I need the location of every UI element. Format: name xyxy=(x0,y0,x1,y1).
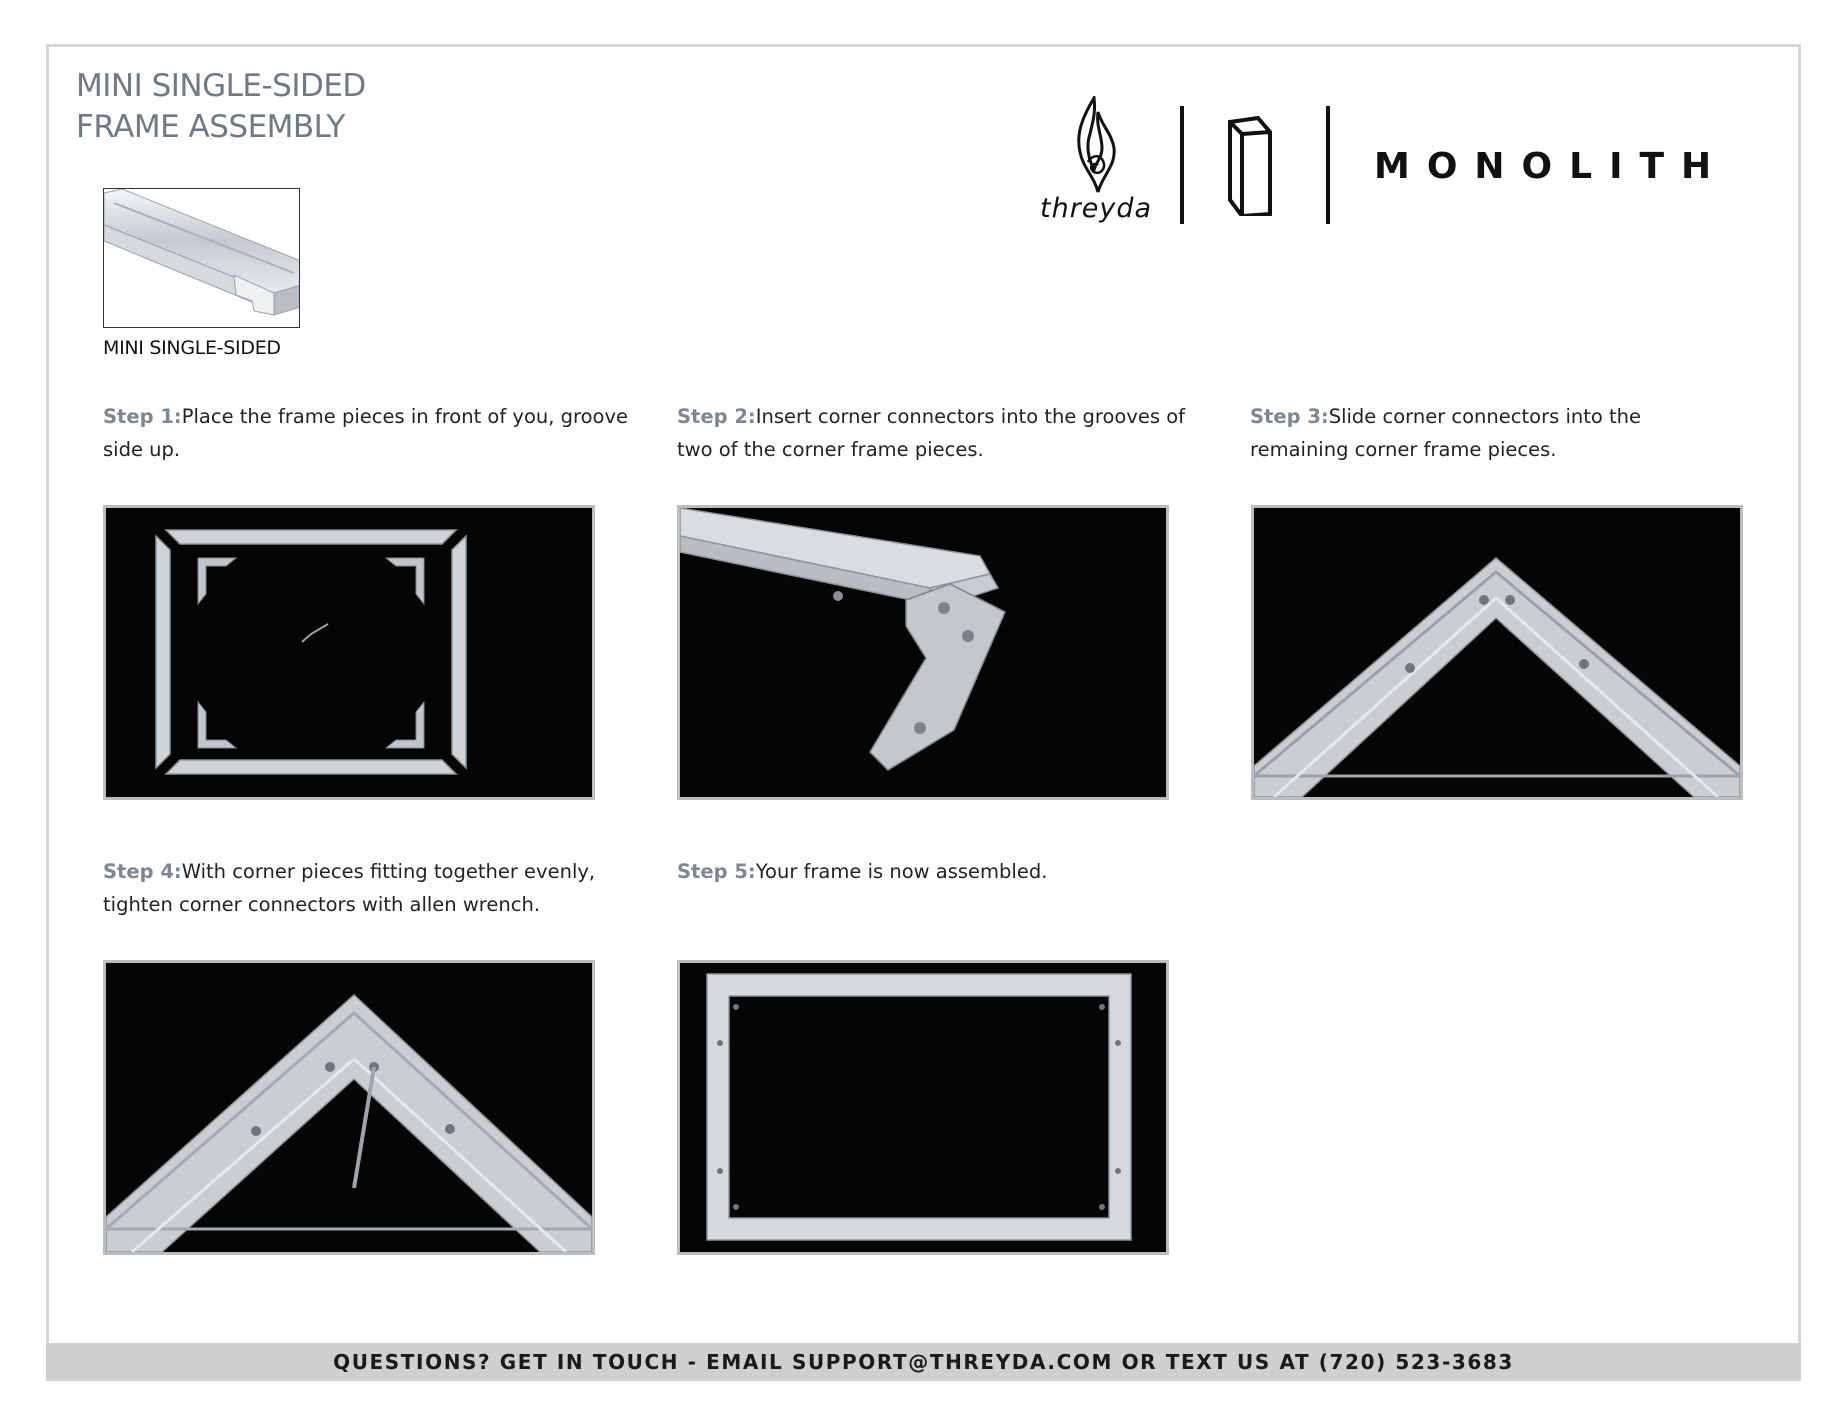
threyda-wordmark: threyda xyxy=(1040,193,1153,224)
step-3-text xyxy=(1250,400,1670,466)
step-2-photo xyxy=(677,505,1169,800)
step-2-text xyxy=(677,400,1217,466)
step-5-text xyxy=(677,855,1217,888)
monolith-wordmark: MONOLITH xyxy=(1374,146,1729,187)
step-instruction: Your frame is now assembled. xyxy=(755,860,1048,883)
contact-footer xyxy=(46,1343,1801,1381)
step-1-photo xyxy=(103,505,595,800)
frame-profile-image xyxy=(103,188,300,328)
step-instruction: Slide corner connectors into the remaining corner frame pieces. xyxy=(1250,405,1641,461)
step-instruction: Place the frame pieces in front of you, groove side up. xyxy=(103,405,629,461)
page-title xyxy=(76,66,366,148)
step-label: Step 4: xyxy=(103,860,182,883)
step-label: Step 2: xyxy=(677,405,756,428)
title-line-2: FRAME ASSEMBLY xyxy=(76,109,345,145)
step-4-text xyxy=(103,855,603,921)
title-line-1: MINI SINGLE-SIDED xyxy=(76,68,366,104)
step-4-photo xyxy=(103,960,595,1255)
step-label: Step 3: xyxy=(1250,405,1329,428)
monolith-block-icon xyxy=(1226,116,1274,221)
contact-text: QUESTIONS? GET IN TOUCH - EMAIL SUPPORT@THREYDA.COM OR TEXT US AT (720) 523-3683 xyxy=(333,1350,1514,1374)
brand-logos xyxy=(1030,96,1750,231)
logo-divider xyxy=(1180,106,1184,224)
step-3-photo xyxy=(1251,505,1743,800)
profile-caption: MINI SINGLE-SIDED xyxy=(103,337,281,359)
flame-icon xyxy=(1072,96,1120,196)
step-instruction: With corner pieces fitting together evenly, tighten corner connectors with allen wrench. xyxy=(103,860,596,916)
threyda-logo xyxy=(1030,96,1160,231)
step-label: Step 5: xyxy=(677,860,756,883)
logo-divider xyxy=(1326,106,1330,224)
step-instruction: Insert corner connectors into the grooves of two of the corner frame pieces. xyxy=(677,405,1186,461)
step-1-text xyxy=(103,400,643,466)
step-label: Step 1: xyxy=(103,405,182,428)
step-5-photo xyxy=(677,960,1169,1255)
